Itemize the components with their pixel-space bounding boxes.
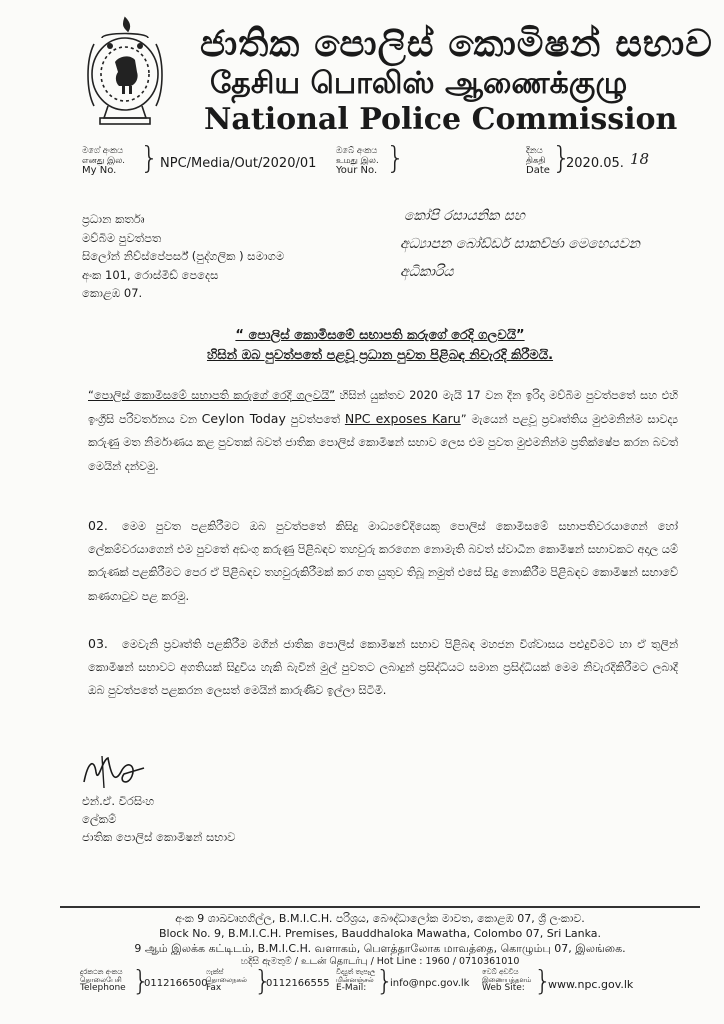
subject-line-1: “ පොලිස් කොමිසමේ සභාපති කරුගේ රෙදි ගලවයි” [235,328,525,343]
date-label-en: Date [526,165,550,176]
header-title-english: National Police Commission [204,102,678,137]
addressee-line: සිලෝන් නිව්ස්පේපර්ස් (පුද්ගලික ) සමාගම [82,249,285,263]
your-no-label-en: Your No. [336,165,378,176]
addressee-line: මව්බිම පුවත්පත [82,230,162,245]
brace-icon: } [552,141,572,176]
web-label-ta: இணையத்தளம் [482,976,532,985]
paragraph-2 [88,514,678,608]
telephone-value: 0112166500 [144,978,208,989]
sri-lanka-emblem [82,14,168,126]
brace-icon: } [254,964,272,997]
telephone-label [80,968,126,1008]
web-label-en: Web Site: [482,983,525,994]
fax-label-en: Fax [206,983,222,994]
tel-label-si: දුරකථන අංකය [80,968,123,976]
brace-icon: } [534,964,552,997]
paragraph-3 [88,632,678,703]
signature-mark [78,752,150,792]
your-no-label [336,146,379,176]
email-value: info@npc.gov.lk [390,978,470,989]
header-title-tamil: தேசிய பொலிஸ் ஆணைக்குழு [210,66,628,101]
signatory-name: එන්.ඒ. විරසිංහ [82,794,155,808]
date-label-si: දිනය [526,146,543,156]
footer-divider [60,906,700,908]
p1-text: පුවත්පතේ [285,413,345,427]
footer-address-ta: 9 ஆம் இலக்க கட்டிடம், B.M.I.C.H. வளாகம், பௌத்தாலோக மாவத்தை, கொழும்பு 07, இலங்கை. [134,942,626,955]
email-label-en: E-Mail: [336,983,367,994]
my-no-value: NPC/Media/Out/2020/01 [160,156,317,171]
handwritten-cc-line: කෝපි රසායනික සහ [404,208,525,224]
handwritten-cc-line: අධ්‍යාපන බෝඩ්ඩර් සාකච්ඡා මෙහෙයවන [400,236,640,252]
fax-label-si: ෆැක්ස් [206,968,224,976]
date-label [526,146,550,176]
paragraph-1 [88,384,678,478]
p1-text: හිසින් යුක්තව 2020 මැයි 17 වන දින ඉරිදා මව්බිම පුවත්පතේ සහ එහි ඉංග්‍රීසි පරිවර්තනය වන [88,389,678,427]
my-no-label-ta: எனது இல. [82,156,125,166]
my-no-label [82,146,125,176]
p2-text: මෙම පුවත පළකිරීමට ඔබ පුවත්පතේ කිසිදු මාධ්‍යවේදියෙකු පොලිස් කොමිසමේ සභාපතිවරයාගෙන් හෝ ලේකම්වරයාගෙන් එම පුවතේ අඩංගු කරුණු පිළිබඳව තහවුරු කරගෙන නොමැති බවත් ස්වාධීන කොමිෂන් සභාවකට අදාල යම් කරුණක් පළකිරීමට පෙර ඒ පිළිබඳව තහවුරුකිරීමක් කර ගත යුතුව තිබූ නමුත් එසේ සිදු නොකිරීම පිළිබඳව කොමිෂන් සභාවේ කණගාටුව පළ කරමු. [88,520,678,603]
p1-quote: “පොලිස් කොමිසමේ සභාපති කරුගේ රෙදි ගලවයි” [88,389,335,402]
email-label-ta: மின்னஞ்சல் [336,976,374,985]
p1-text: ” මැයෙන් පළවූ ප්‍රවෘත්තිය මුළුමනින්ම සාවද්‍ය කරුණු මත නිර්මාණය කළ පුවතක් බවත් ජාතික පොලිස් කොමිෂන් සභාව ලෙස එම පුවත මුළුමනින්ම ප්‍රතික්ෂේප කරන බවත් මෙයින් දන්වමු. [88,413,679,473]
tel-label-ta: தொலைபேசி [80,976,122,985]
handwritten-cc-line: අධිකාරිය [400,264,454,280]
fax-label-ta: தொலைநகல் [206,976,247,985]
header-title-sinhala: ජාතික පොලිස් කොමිෂන් සභාව [200,22,713,65]
signatory-title: ලේකම් [82,812,117,826]
your-no-label-si: ඔබේ අංකය [336,146,378,156]
my-no-label-en: My No. [82,165,117,176]
addressee-line: කොළඹ 07. [82,286,143,300]
email-label-si: විද්‍යුත් තැපෑල [336,968,376,976]
fax-value: 0112166555 [266,978,330,989]
my-no-label-si: මගේ අංකය [82,146,124,156]
date-handwritten: 18 [630,150,650,168]
signatory-org: ජාතික පොලිස් කොමිෂන් සභාව [82,830,236,844]
brace-icon: } [376,964,394,997]
p1-npc-exposes-karu: NPC exposes Karu [344,411,461,427]
footer-address-si: අංක 9 ශාඛවෘහගිල්ල, B.M.I.C.H. පරිශ්‍රය, බෞද්ධාලෝක මාවත, කොළඹ 07, ශ්‍රී ලංකාව. [175,912,585,925]
paragraph-number: 02. [88,518,108,533]
subject-line-2: හිසින් ඔබ පුවත්පතේ පළවූ ප්‍රධාන පුවත පිළිබඳ නිවැරදි කිරීමයි. [206,348,554,363]
p1-ceylon-today: Ceylon Today [201,411,286,427]
web-label-si: වෙබ් අඩවිය [482,968,519,976]
brace-icon: } [386,141,406,176]
your-no-label-ta: உமது இல. [336,156,379,166]
email-label [336,968,375,1008]
tel-label-en: Telephone [80,983,126,994]
website-label [482,968,531,1008]
fax-label [206,968,247,1008]
addressee-line: ප්‍රධාන කර්තෘ [82,212,145,226]
footer-address-en: Block No. 9, B.M.I.C.H. Premises, Bauddhaloka Mawatha, Colombo 07, Sri Lanka. [158,927,602,940]
date-label-ta: திகதி [526,156,546,166]
footer-hotline: හදිසි ඇමතුම් / உடன் தொடர்பு / Hot Line : 1960 / 0710361010 [240,956,520,967]
website-value: www.npc.gov.lk [548,978,634,991]
addressee-block [82,210,284,303]
brace-icon: } [140,141,160,176]
paragraph-number: 03. [88,636,108,651]
p3-text: මෙවැනි ප්‍රවෘත්ති පළකිරීම මගින් ජාතික පොලිස් කොමිෂන් සභාව පිළිබඳ මහජන විශ්වාසය පළුදුවීමට හා ඒ තුලින් කොමිෂන් සභාවට අගතියක් සිදුවිය හැකි බැවින් මුල් පුවතට ලබාදුන් ප්‍රසිද්ධියට සමාන ප්‍රසිද්ධියක් මෙම නිවැරදිකිරීමට ලබාදී ඔබ පුවත්පතේ පළකරන ලෙසත් මෙයින් කාරුණිව ඉල්ලා සිටිමි. [88,638,678,698]
addressee-line: අංක 101, රොස්මීඩ් පෙදෙස [82,267,219,282]
brace-icon: } [132,964,150,997]
date-value: 2020.05. [566,156,624,171]
